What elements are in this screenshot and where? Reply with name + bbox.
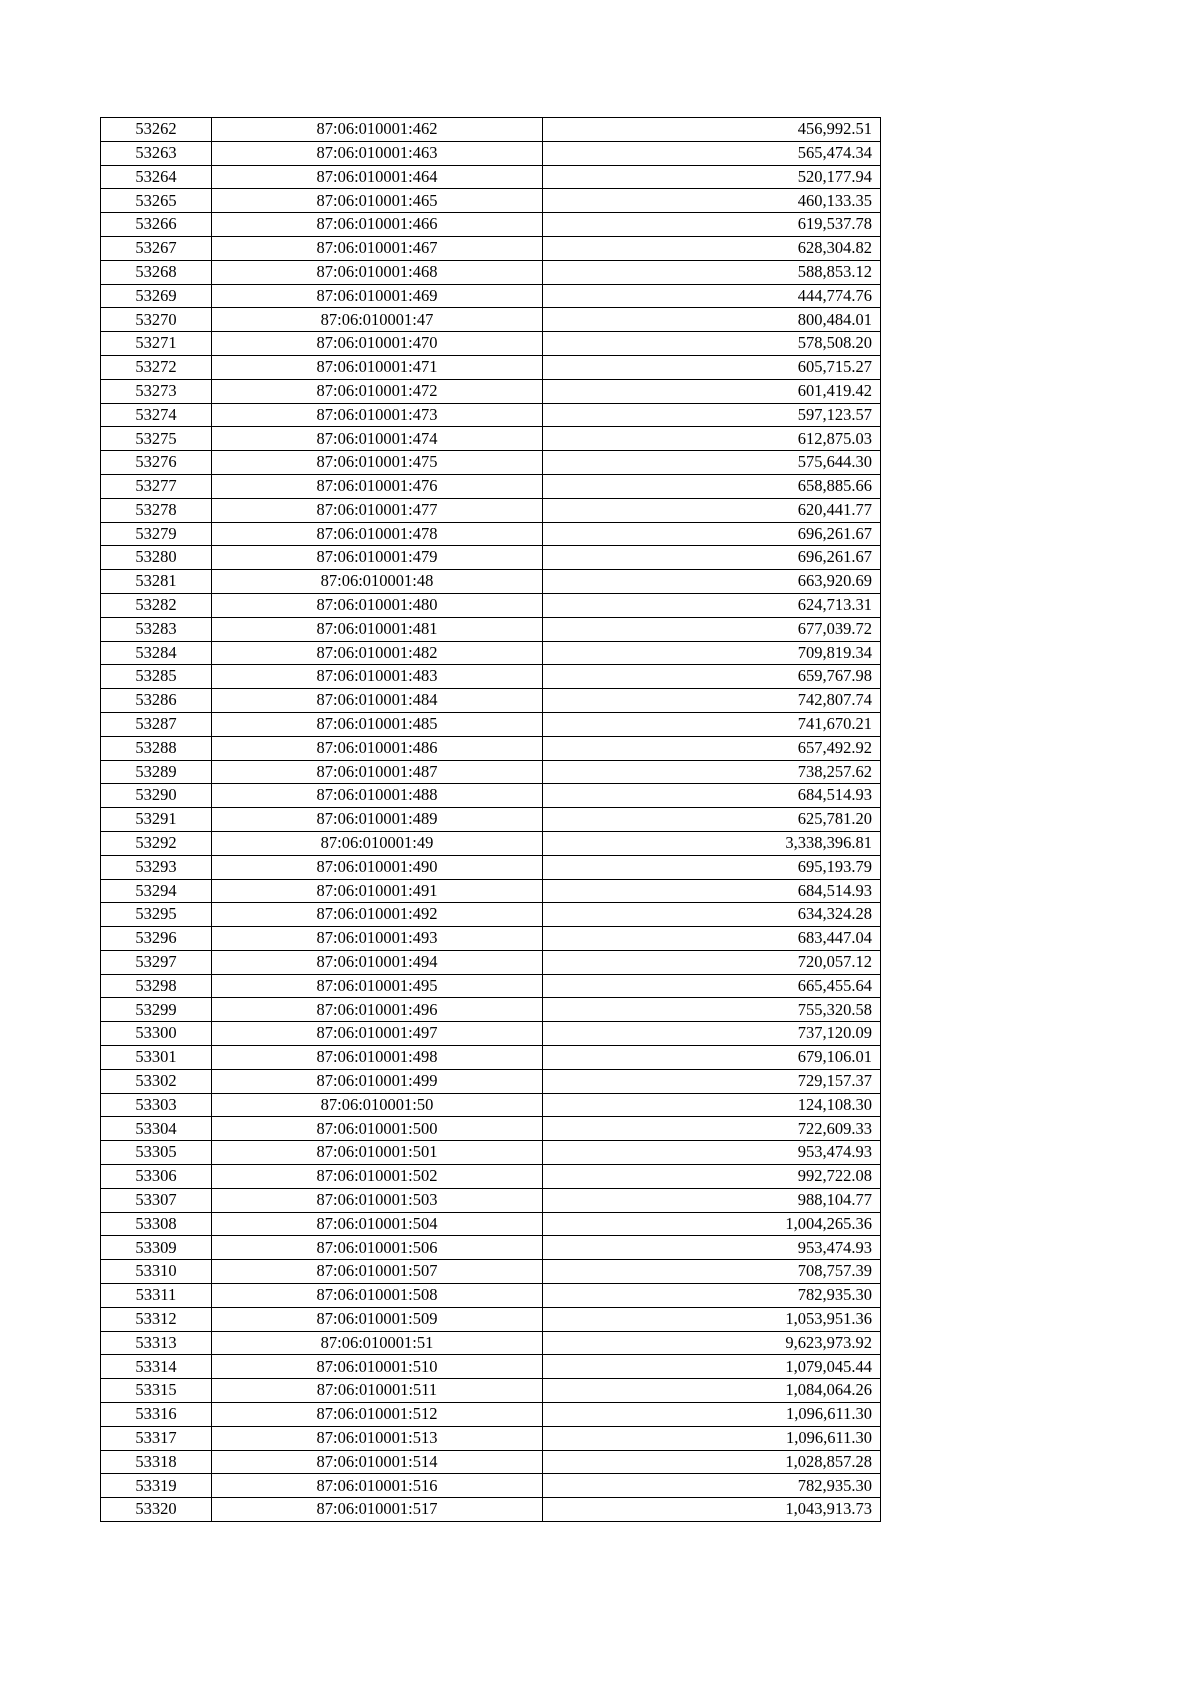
cadastral-value-cell: 1,053,951.36 xyxy=(543,1307,881,1331)
table-row xyxy=(101,1450,881,1474)
cadastral-value-cell: 634,324.28 xyxy=(543,903,881,927)
table-row xyxy=(101,1141,881,1165)
cadastral-number-cell: 87:06:010001:486 xyxy=(212,736,543,760)
row-number-cell: 53315 xyxy=(101,1379,212,1403)
cadastral-number-cell: 87:06:010001:467 xyxy=(212,236,543,260)
table-row xyxy=(101,641,881,665)
cadastral-number-cell: 87:06:010001:511 xyxy=(212,1379,543,1403)
cadastral-value-cell: 124,108.30 xyxy=(543,1093,881,1117)
cadastral-number-cell: 87:06:010001:49 xyxy=(212,831,543,855)
row-number-cell: 53320 xyxy=(101,1498,212,1522)
table-row xyxy=(101,950,881,974)
row-number-cell: 53283 xyxy=(101,617,212,641)
table-row xyxy=(101,808,881,832)
cadastral-value-cell: 520,177.94 xyxy=(543,165,881,189)
row-number-cell: 53276 xyxy=(101,451,212,475)
row-number-cell: 53291 xyxy=(101,808,212,832)
cadastral-value-cell: 565,474.34 xyxy=(543,141,881,165)
table-row xyxy=(101,451,881,475)
cadastral-number-cell: 87:06:010001:50 xyxy=(212,1093,543,1117)
cadastral-value-cell: 597,123.57 xyxy=(543,403,881,427)
row-number-cell: 53280 xyxy=(101,546,212,570)
cadastral-value-cell: 601,419.42 xyxy=(543,379,881,403)
cadastral-value-cell: 612,875.03 xyxy=(543,427,881,451)
cadastral-value-cell: 679,106.01 xyxy=(543,1046,881,1070)
cadastral-number-cell: 87:06:010001:474 xyxy=(212,427,543,451)
row-number-cell: 53289 xyxy=(101,760,212,784)
cadastral-number-cell: 87:06:010001:504 xyxy=(212,1212,543,1236)
table-row xyxy=(101,998,881,1022)
table-row xyxy=(101,1498,881,1522)
row-number-cell: 53296 xyxy=(101,927,212,951)
cadastral-value-cell: 619,537.78 xyxy=(543,213,881,237)
row-number-cell: 53275 xyxy=(101,427,212,451)
cadastral-number-cell: 87:06:010001:494 xyxy=(212,950,543,974)
row-number-cell: 53303 xyxy=(101,1093,212,1117)
row-number-cell: 53294 xyxy=(101,879,212,903)
row-number-cell: 53264 xyxy=(101,165,212,189)
cadastral-value-cell: 729,157.37 xyxy=(543,1069,881,1093)
cadastral-number-cell: 87:06:010001:498 xyxy=(212,1046,543,1070)
cadastral-value-cell: 738,257.62 xyxy=(543,760,881,784)
row-number-cell: 53300 xyxy=(101,1022,212,1046)
cadastral-number-cell: 87:06:010001:516 xyxy=(212,1474,543,1498)
cadastral-number-cell: 87:06:010001:468 xyxy=(212,260,543,284)
row-number-cell: 53290 xyxy=(101,784,212,808)
cadastral-value-cell: 696,261.67 xyxy=(543,546,881,570)
row-number-cell: 53279 xyxy=(101,522,212,546)
cadastral-value-cell: 684,514.93 xyxy=(543,784,881,808)
cadastral-value-cell: 684,514.93 xyxy=(543,879,881,903)
row-number-cell: 53293 xyxy=(101,855,212,879)
cadastral-value-cell: 755,320.58 xyxy=(543,998,881,1022)
row-number-cell: 53281 xyxy=(101,570,212,594)
row-number-cell: 53302 xyxy=(101,1069,212,1093)
cadastral-value-cell: 460,133.35 xyxy=(543,189,881,213)
cadastral-number-cell: 87:06:010001:493 xyxy=(212,927,543,951)
cadastral-value-cell: 3,338,396.81 xyxy=(543,831,881,855)
row-number-cell: 53268 xyxy=(101,260,212,284)
cadastral-value-cell: 742,807.74 xyxy=(543,689,881,713)
cadastral-value-cell: 1,096,611.30 xyxy=(543,1403,881,1427)
table-row xyxy=(101,1331,881,1355)
cadastral-value-cell: 575,644.30 xyxy=(543,451,881,475)
cadastral-number-cell: 87:06:010001:47 xyxy=(212,308,543,332)
row-number-cell: 53273 xyxy=(101,379,212,403)
table-row xyxy=(101,617,881,641)
cadastral-value-cell: 741,670.21 xyxy=(543,712,881,736)
cadastral-value-cell: 659,767.98 xyxy=(543,665,881,689)
cadastral-value-cell: 737,120.09 xyxy=(543,1022,881,1046)
table-row xyxy=(101,712,881,736)
cadastral-value-cell: 658,885.66 xyxy=(543,474,881,498)
row-number-cell: 53304 xyxy=(101,1117,212,1141)
row-number-cell: 53317 xyxy=(101,1426,212,1450)
row-number-cell: 53284 xyxy=(101,641,212,665)
cadastral-number-cell: 87:06:010001:484 xyxy=(212,689,543,713)
row-number-cell: 53298 xyxy=(101,974,212,998)
cadastral-number-cell: 87:06:010001:472 xyxy=(212,379,543,403)
table-row xyxy=(101,308,881,332)
cadastral-number-cell: 87:06:010001:495 xyxy=(212,974,543,998)
cadastral-number-cell: 87:06:010001:464 xyxy=(212,165,543,189)
cadastral-value-cell: 953,474.93 xyxy=(543,1141,881,1165)
table-row xyxy=(101,1474,881,1498)
cadastral-value-cell: 1,084,064.26 xyxy=(543,1379,881,1403)
row-number-cell: 53316 xyxy=(101,1403,212,1427)
cadastral-value-cell: 1,096,611.30 xyxy=(543,1426,881,1450)
cadastral-number-cell: 87:06:010001:512 xyxy=(212,1403,543,1427)
cadastral-value-cell: 695,193.79 xyxy=(543,855,881,879)
row-number-cell: 53306 xyxy=(101,1165,212,1189)
table-row xyxy=(101,332,881,356)
row-number-cell: 53267 xyxy=(101,236,212,260)
table-row xyxy=(101,1046,881,1070)
row-number-cell: 53271 xyxy=(101,332,212,356)
table-body xyxy=(101,118,881,1522)
cadastral-value-cell: 628,304.82 xyxy=(543,236,881,260)
row-number-cell: 53286 xyxy=(101,689,212,713)
row-number-cell: 53277 xyxy=(101,474,212,498)
table-row xyxy=(101,522,881,546)
cadastral-number-cell: 87:06:010001:462 xyxy=(212,118,543,142)
table-row xyxy=(101,141,881,165)
row-number-cell: 53285 xyxy=(101,665,212,689)
table-row xyxy=(101,1022,881,1046)
row-number-cell: 53266 xyxy=(101,213,212,237)
table-row xyxy=(101,1069,881,1093)
table-row xyxy=(101,213,881,237)
row-number-cell: 53263 xyxy=(101,141,212,165)
table-row xyxy=(101,736,881,760)
cadastral-value-cell: 722,609.33 xyxy=(543,1117,881,1141)
cadastral-value-table xyxy=(100,117,881,1522)
row-number-cell: 53287 xyxy=(101,712,212,736)
row-number-cell: 53310 xyxy=(101,1260,212,1284)
cadastral-number-cell: 87:06:010001:476 xyxy=(212,474,543,498)
cadastral-value-cell: 1,004,265.36 xyxy=(543,1212,881,1236)
cadastral-number-cell: 87:06:010001:508 xyxy=(212,1284,543,1308)
row-number-cell: 53307 xyxy=(101,1188,212,1212)
table-row xyxy=(101,403,881,427)
row-number-cell: 53305 xyxy=(101,1141,212,1165)
cadastral-number-cell: 87:06:010001:51 xyxy=(212,1331,543,1355)
cadastral-number-cell: 87:06:010001:496 xyxy=(212,998,543,1022)
row-number-cell: 53282 xyxy=(101,593,212,617)
cadastral-number-cell: 87:06:010001:510 xyxy=(212,1355,543,1379)
table-row xyxy=(101,570,881,594)
cadastral-value-cell: 9,623,973.92 xyxy=(543,1331,881,1355)
cadastral-value-cell: 709,819.34 xyxy=(543,641,881,665)
table-row xyxy=(101,903,881,927)
table-row xyxy=(101,1093,881,1117)
cadastral-number-cell: 87:06:010001:479 xyxy=(212,546,543,570)
row-number-cell: 53319 xyxy=(101,1474,212,1498)
cadastral-number-cell: 87:06:010001:469 xyxy=(212,284,543,308)
table-row xyxy=(101,1355,881,1379)
row-number-cell: 53270 xyxy=(101,308,212,332)
row-number-cell: 53295 xyxy=(101,903,212,927)
table-row xyxy=(101,831,881,855)
row-number-cell: 53313 xyxy=(101,1331,212,1355)
table-row xyxy=(101,879,881,903)
cadastral-value-cell: 992,722.08 xyxy=(543,1165,881,1189)
cadastral-value-cell: 620,441.77 xyxy=(543,498,881,522)
table-row xyxy=(101,427,881,451)
table-row xyxy=(101,1403,881,1427)
table-row xyxy=(101,165,881,189)
cadastral-number-cell: 87:06:010001:502 xyxy=(212,1165,543,1189)
cadastral-value-cell: 657,492.92 xyxy=(543,736,881,760)
cadastral-value-cell: 677,039.72 xyxy=(543,617,881,641)
cadastral-number-cell: 87:06:010001:463 xyxy=(212,141,543,165)
table-row xyxy=(101,760,881,784)
cadastral-number-cell: 87:06:010001:470 xyxy=(212,332,543,356)
row-number-cell: 53314 xyxy=(101,1355,212,1379)
cadastral-number-cell: 87:06:010001:465 xyxy=(212,189,543,213)
table-row xyxy=(101,784,881,808)
table-row xyxy=(101,1236,881,1260)
table-row xyxy=(101,974,881,998)
row-number-cell: 53299 xyxy=(101,998,212,1022)
row-number-cell: 53269 xyxy=(101,284,212,308)
row-number-cell: 53272 xyxy=(101,355,212,379)
table-row xyxy=(101,1426,881,1450)
cadastral-value-cell: 953,474.93 xyxy=(543,1236,881,1260)
cadastral-number-cell: 87:06:010001:471 xyxy=(212,355,543,379)
row-number-cell: 53312 xyxy=(101,1307,212,1331)
cadastral-number-cell: 87:06:010001:482 xyxy=(212,641,543,665)
table-row xyxy=(101,1379,881,1403)
cadastral-value-cell: 696,261.67 xyxy=(543,522,881,546)
cadastral-value-cell: 800,484.01 xyxy=(543,308,881,332)
row-number-cell: 53292 xyxy=(101,831,212,855)
table-row xyxy=(101,1284,881,1308)
cadastral-value-cell: 588,853.12 xyxy=(543,260,881,284)
table-row xyxy=(101,593,881,617)
cadastral-number-cell: 87:06:010001:477 xyxy=(212,498,543,522)
table-row xyxy=(101,689,881,713)
cadastral-number-cell: 87:06:010001:517 xyxy=(212,1498,543,1522)
cadastral-number-cell: 87:06:010001:513 xyxy=(212,1426,543,1450)
row-number-cell: 53265 xyxy=(101,189,212,213)
cadastral-number-cell: 87:06:010001:483 xyxy=(212,665,543,689)
table-row xyxy=(101,260,881,284)
table-row xyxy=(101,284,881,308)
cadastral-number-cell: 87:06:010001:509 xyxy=(212,1307,543,1331)
cadastral-number-cell: 87:06:010001:497 xyxy=(212,1022,543,1046)
cadastral-number-cell: 87:06:010001:487 xyxy=(212,760,543,784)
cadastral-value-cell: 663,920.69 xyxy=(543,570,881,594)
cadastral-value-cell: 782,935.30 xyxy=(543,1284,881,1308)
table-row xyxy=(101,355,881,379)
row-number-cell: 53301 xyxy=(101,1046,212,1070)
table-row xyxy=(101,665,881,689)
row-number-cell: 53308 xyxy=(101,1212,212,1236)
row-number-cell: 53278 xyxy=(101,498,212,522)
cadastral-value-cell: 683,447.04 xyxy=(543,927,881,951)
table-row xyxy=(101,1165,881,1189)
cadastral-value-cell: 1,028,857.28 xyxy=(543,1450,881,1474)
cadastral-number-cell: 87:06:010001:500 xyxy=(212,1117,543,1141)
row-number-cell: 53311 xyxy=(101,1284,212,1308)
table-row xyxy=(101,498,881,522)
table-row xyxy=(101,236,881,260)
cadastral-value-cell: 708,757.39 xyxy=(543,1260,881,1284)
table-row xyxy=(101,379,881,403)
cadastral-number-cell: 87:06:010001:48 xyxy=(212,570,543,594)
cadastral-value-cell: 444,774.76 xyxy=(543,284,881,308)
table-row xyxy=(101,189,881,213)
cadastral-value-cell: 665,455.64 xyxy=(543,974,881,998)
row-number-cell: 53262 xyxy=(101,118,212,142)
cadastral-number-cell: 87:06:010001:485 xyxy=(212,712,543,736)
cadastral-value-cell: 578,508.20 xyxy=(543,332,881,356)
cadastral-number-cell: 87:06:010001:514 xyxy=(212,1450,543,1474)
cadastral-number-cell: 87:06:010001:499 xyxy=(212,1069,543,1093)
table-row xyxy=(101,474,881,498)
cadastral-number-cell: 87:06:010001:488 xyxy=(212,784,543,808)
row-number-cell: 53274 xyxy=(101,403,212,427)
table-row xyxy=(101,927,881,951)
table-row xyxy=(101,1260,881,1284)
cadastral-number-cell: 87:06:010001:473 xyxy=(212,403,543,427)
cadastral-number-cell: 87:06:010001:501 xyxy=(212,1141,543,1165)
table-row xyxy=(101,855,881,879)
row-number-cell: 53288 xyxy=(101,736,212,760)
cadastral-number-cell: 87:06:010001:481 xyxy=(212,617,543,641)
table-row xyxy=(101,1117,881,1141)
cadastral-value-cell: 625,781.20 xyxy=(543,808,881,832)
cadastral-number-cell: 87:06:010001:475 xyxy=(212,451,543,475)
cadastral-number-cell: 87:06:010001:491 xyxy=(212,879,543,903)
cadastral-value-cell: 988,104.77 xyxy=(543,1188,881,1212)
cadastral-number-cell: 87:06:010001:490 xyxy=(212,855,543,879)
cadastral-number-cell: 87:06:010001:480 xyxy=(212,593,543,617)
table-row xyxy=(101,546,881,570)
table-row xyxy=(101,1307,881,1331)
cadastral-number-cell: 87:06:010001:492 xyxy=(212,903,543,927)
cadastral-value-cell: 1,079,045.44 xyxy=(543,1355,881,1379)
cadastral-number-cell: 87:06:010001:503 xyxy=(212,1188,543,1212)
cadastral-number-cell: 87:06:010001:506 xyxy=(212,1236,543,1260)
cadastral-value-cell: 605,715.27 xyxy=(543,355,881,379)
table-row xyxy=(101,1188,881,1212)
table-row xyxy=(101,118,881,142)
cadastral-value-cell: 624,713.31 xyxy=(543,593,881,617)
row-number-cell: 53309 xyxy=(101,1236,212,1260)
cadastral-number-cell: 87:06:010001:489 xyxy=(212,808,543,832)
cadastral-value-cell: 456,992.51 xyxy=(543,118,881,142)
cadastral-number-cell: 87:06:010001:478 xyxy=(212,522,543,546)
cadastral-value-cell: 1,043,913.73 xyxy=(543,1498,881,1522)
cadastral-value-cell: 720,057.12 xyxy=(543,950,881,974)
table-row xyxy=(101,1212,881,1236)
row-number-cell: 53297 xyxy=(101,950,212,974)
cadastral-number-cell: 87:06:010001:466 xyxy=(212,213,543,237)
cadastral-number-cell: 87:06:010001:507 xyxy=(212,1260,543,1284)
cadastral-value-cell: 782,935.30 xyxy=(543,1474,881,1498)
row-number-cell: 53318 xyxy=(101,1450,212,1474)
